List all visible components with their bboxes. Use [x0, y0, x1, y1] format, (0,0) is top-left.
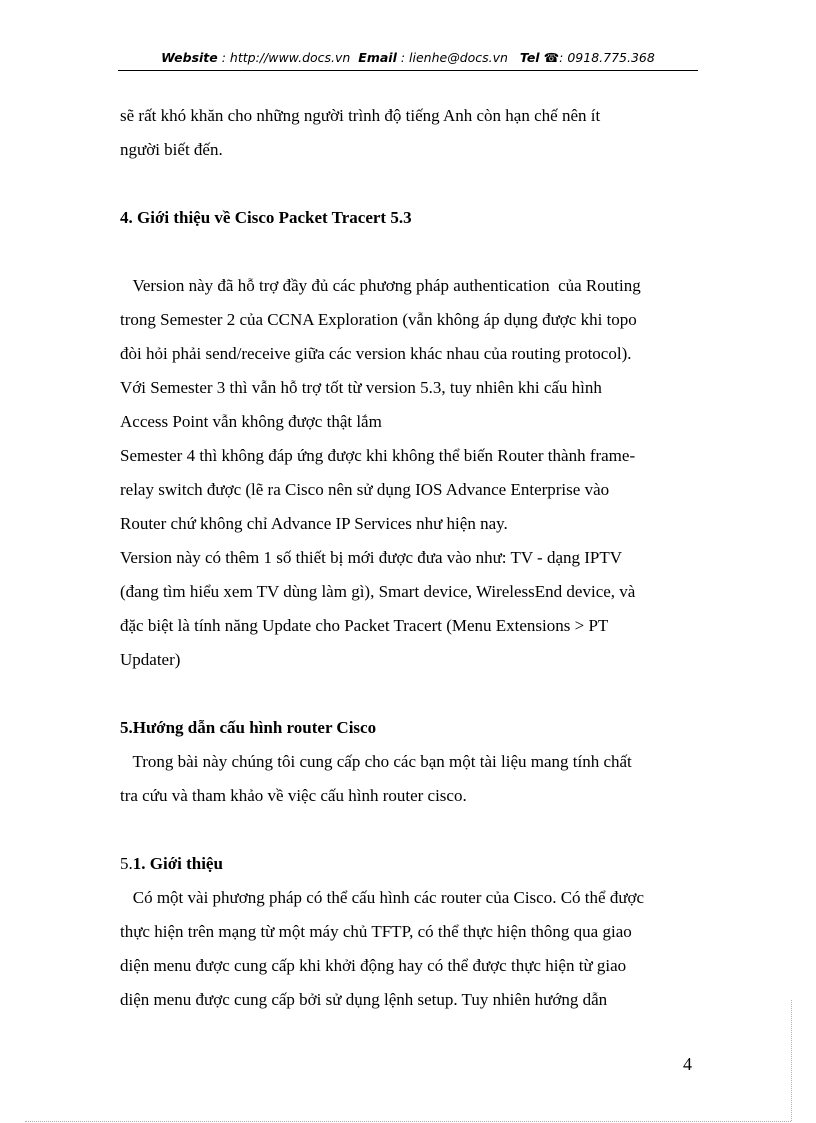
section-heading-5: 5.Hướng dẫn cấu hình router Cisco	[120, 718, 377, 737]
paragraph-line: thực hiện trên mạng từ một máy chủ TFTP, có thể thực hiện thông qua giao	[120, 922, 632, 941]
website-label: Website	[161, 50, 218, 65]
tel-value: : 0918.775.368	[559, 50, 655, 65]
paragraph-line: Có một vài phương pháp có thể cấu hình các router của Cisco. Có thể được	[120, 888, 645, 907]
email-value: : lienhe@docs.vn	[400, 50, 508, 65]
paragraph-line: relay switch được (lẽ ra Cisco nên sử dụng IOS Advance Enterprise vào	[120, 480, 610, 499]
phone-icon: ☎	[543, 50, 560, 65]
page-number: 4	[683, 1054, 692, 1074]
paragraph-line: Với Semester 3 thì vẫn hỗ trợ tốt từ version 5.3, tuy nhiên khi cấu hình	[120, 378, 602, 397]
paragraph-line: Version này có thêm 1 số thiết bị mới được đưa vào như: TV - dạng IPTV	[120, 548, 623, 567]
paragraph-line: Trong bài này chúng tôi cung cấp cho các bạn một tài liệu mang tính chất	[120, 752, 632, 771]
paragraph-line: tra cứu và tham khảo về việc cấu hình router cisco.	[120, 786, 467, 805]
page-border-right	[791, 1000, 792, 1121]
section-heading-5-1	[120, 847, 710, 881]
page-header	[118, 50, 698, 65]
paragraph-line: (đang tìm hiểu xem TV dùng làm gì), Smart device, WirelessEnd device, và	[120, 582, 636, 601]
paragraph-line: đòi hỏi phải send/receive giữa các version khác nhau của routing protocol).	[120, 344, 632, 363]
paragraph-line: Access Point vẫn không được thật lắm	[120, 412, 382, 431]
heading-text: 1. Giới thiệu	[132, 854, 223, 873]
paragraph-line: Version này đã hỗ trợ đầy đủ các phương pháp authentication của Routing	[120, 276, 641, 295]
paragraph-line: người biết đến.	[120, 140, 223, 159]
tel-label: Tel	[519, 50, 540, 65]
paragraph-line: diện menu được cung cấp bởi sử dụng lệnh setup. Tuy nhiên hướng dẫn	[120, 990, 608, 1009]
document-body	[120, 99, 710, 1017]
heading-number: 5.	[120, 854, 133, 873]
paragraph-line: đặc biệt là tính năng Update cho Packet Tracert (Menu Extensions > PT	[120, 616, 609, 635]
paragraph-line: trong Semester 2 của CCNA Exploration (vẫn không áp dụng được khi topo	[120, 310, 637, 329]
header-rule	[118, 70, 698, 71]
paragraph-line: Semester 4 thì không đáp ứng được khi không thể biến Router thành frame-	[120, 446, 636, 465]
section-heading-4: 4. Giới thiệu về Cisco Packet Tracert 5.3	[120, 208, 412, 227]
email-label: Email	[358, 50, 397, 65]
paragraph-line: sẽ rất khó khăn cho những người trình độ tiếng Anh còn hạn chế nên ít	[120, 106, 601, 125]
website-value: : http://www.docs.vn	[221, 50, 351, 65]
paragraph-line: Router chứ không chỉ Advance IP Services như hiện nay.	[120, 514, 508, 533]
paragraph-line: Updater)	[120, 650, 181, 669]
page-border-bottom	[25, 1121, 791, 1122]
paragraph-line: diện menu được cung cấp khi khởi động hay có thể được thực hiện từ giao	[120, 956, 627, 975]
